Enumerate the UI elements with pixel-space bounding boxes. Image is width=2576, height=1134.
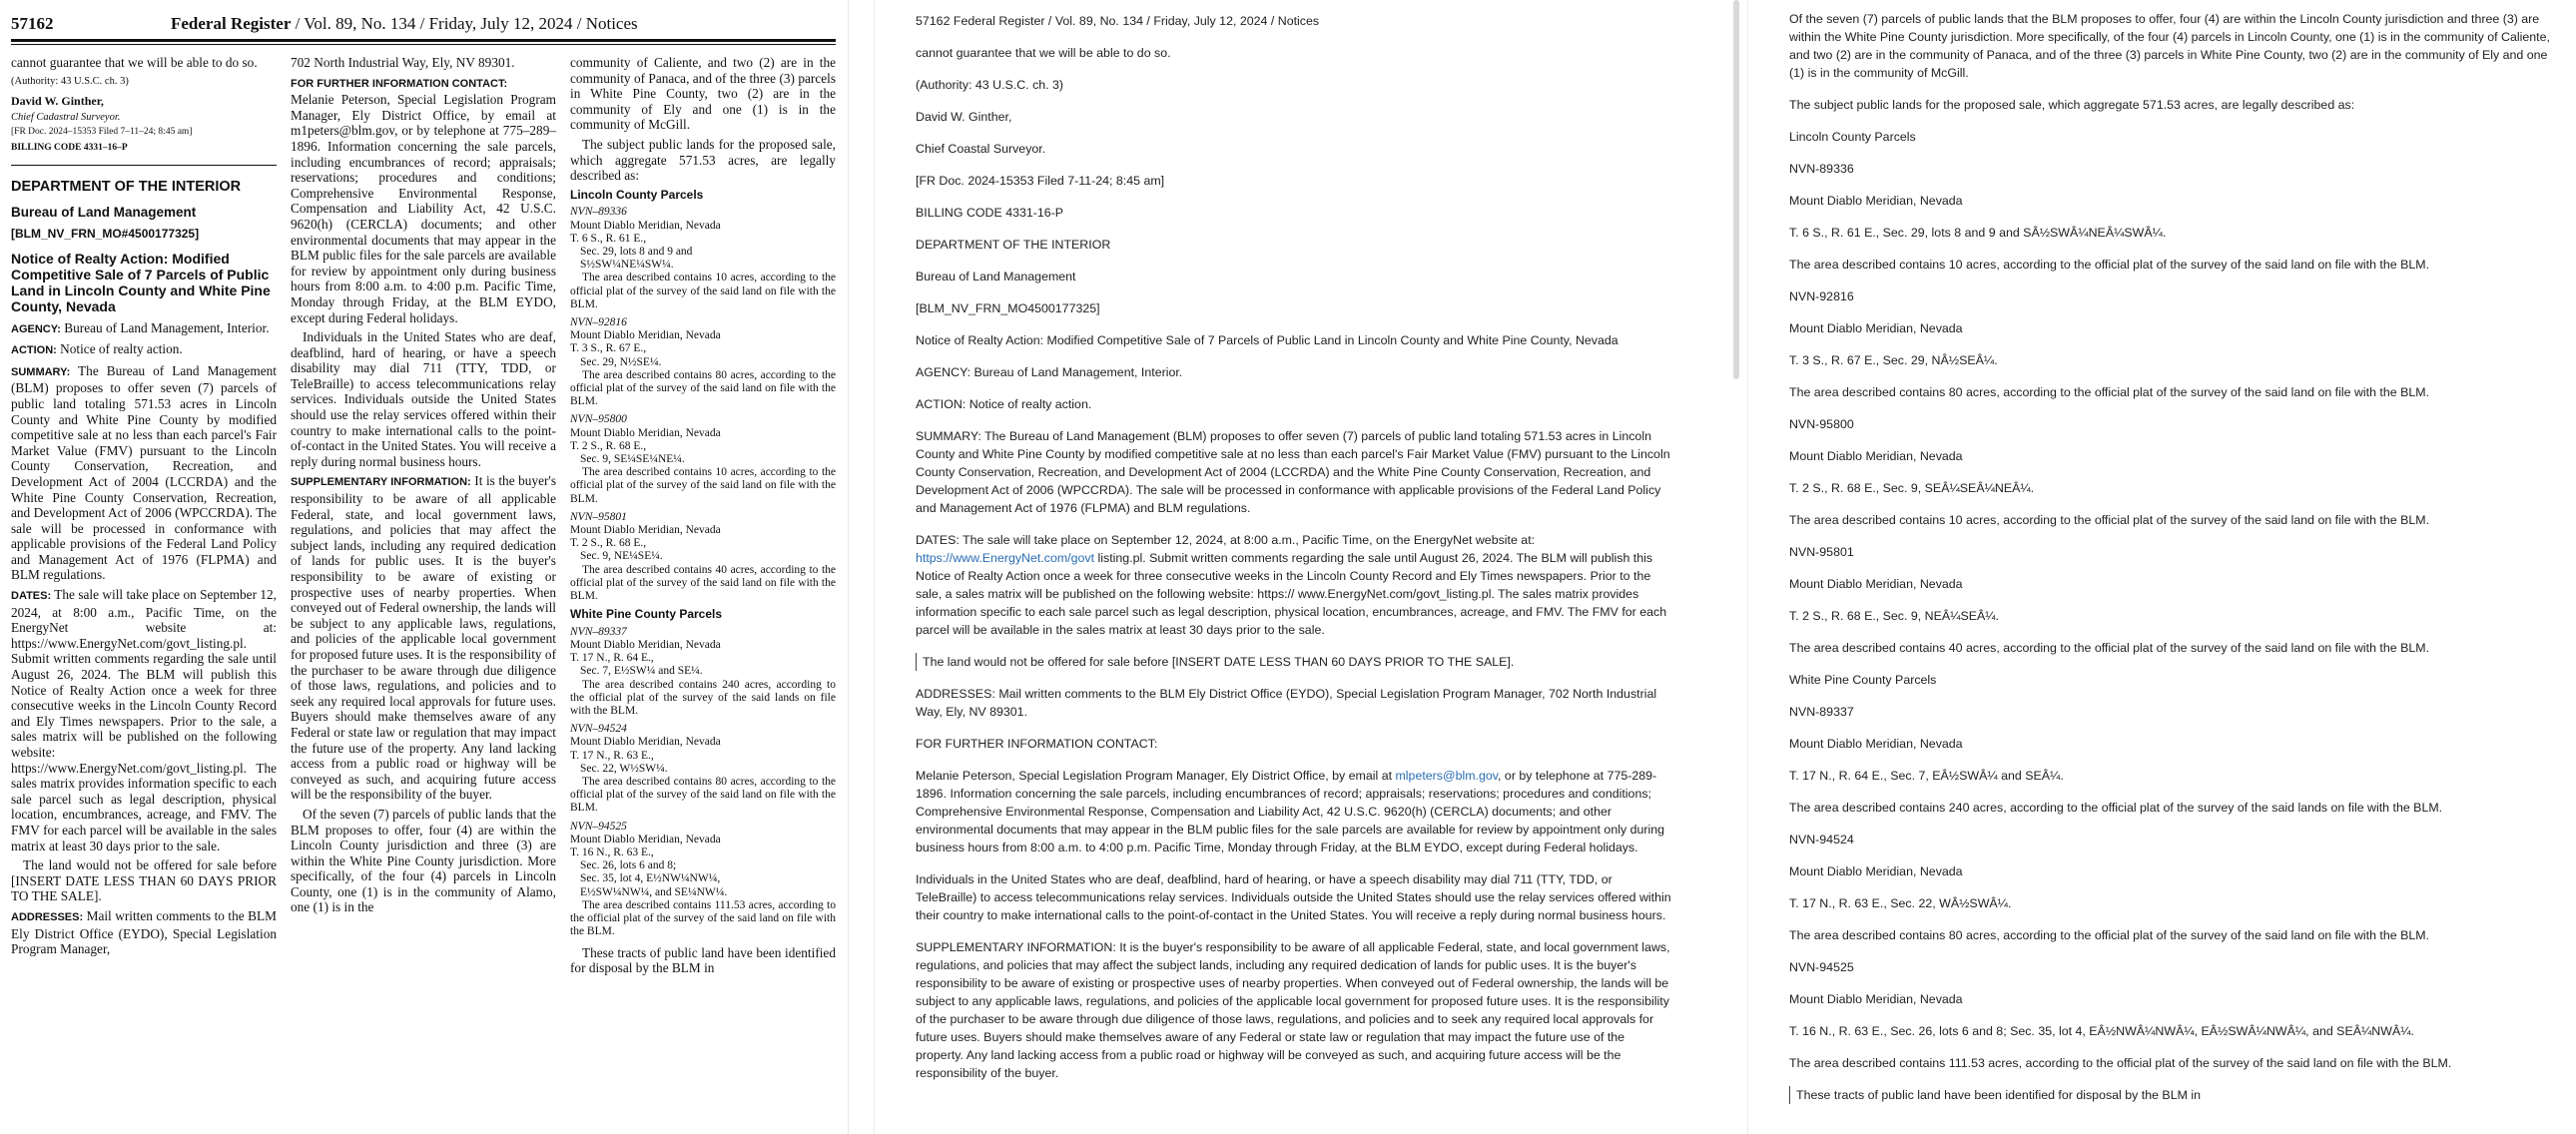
text-paragraph: Notice of Realty Action: Modified Competitive Sale of 7 Parcels of Public Land in Lincoln County and White Pine County, Nevada bbox=[916, 333, 1618, 347]
text-paragraph: David W. Ginther, bbox=[916, 110, 1012, 124]
fr-contact: Melanie Peterson, Special Legislation Program Manager, Ely District Office, by email at m1peters@blm.gov, or by telephone at 775–289–1896. Information concerning the sale parcels, including encumbrances of record; appraisals; reservations; procedures and conditions; Comprehensive Environmental Response, Compensation and Liability Act, 42 U.S.C. 9620(h) (CERCLA) documents; and other environmental documents that may appear in the BLM public files for the sale parcels are available for review by appointment only during business hours from 8:00 a.m. to 4:00 p.m. Pacific Time, Monday through Friday, at the BLM EYDO, except during Federal holidays. bbox=[291, 92, 556, 325]
text-paragraph: Mount Diablo Meridian, Nevada bbox=[1789, 321, 1963, 335]
fr-parcel-95801: NVN–95801 Mount Diablo Meridian, Nevada T. 2 S., R. 68 E., Sec. 9, NE¼SE¼. The area described contains 40 acres, according to the official plat of the survey of the said land on file with the BLM. bbox=[570, 510, 836, 603]
fr-running-head bbox=[11, 14, 836, 37]
text-paragraph: SUMMARY: The Bureau of Land Management (BLM) proposes to offer seven (7) parcels of public land totaling 571.53 acres in Lincoln County and White Pine County by modified competitive sale at no less than each parcel's Fair Market Value (FMV) pursuant to the Lincoln County Conservation, Recreation, and Development Act of 2004 (LCCRDA) and the White Pine County Conservation, Recreation, and Development Act of 2006 (WPCCRDA). The sale will be processed in conformance with applicable provisions of the Federal Land Policy and Management Act of 1976 (FLPMA) and BLM regulations. bbox=[916, 429, 1670, 515]
text-paragraph: The area described contains 40 acres, according to the official plat of the survey of the said land on file with the BLM. bbox=[1789, 641, 2430, 655]
text-paragraph: NVN-95800 bbox=[1789, 417, 1854, 431]
text-paragraph: FOR FURTHER INFORMATION CONTACT: bbox=[916, 737, 1158, 751]
fr-summary: The Bureau of Land Management (BLM) proposes to offer seven (7) parcels of public land totaling 571.53 acres in Lincoln County and White Pine County by modified competitive sale at no less than each parcel's Fair Market Value (FMV) pursuant to the Lincoln County Conservation, Recreation, and Development Act of 2004 (LCCRDA) and the White Pine County Conservation, Recreation, and Development Act of 2006 (WPCCRDA). The sale will be processed in conformance with applicable provisions of the Federal Land Policy and Management Act of 1976 (FLPMA) and BLM regulations. bbox=[11, 362, 277, 583]
fr-column-1 bbox=[11, 55, 277, 980]
text-paragraph: [FR Doc. 2024-15353 Filed 7-11-24; 8:45 am] bbox=[916, 174, 1165, 188]
text-paragraph: NVN-94524 bbox=[1789, 833, 1854, 847]
text-paragraph-dates: DATES: The sale will take place on September 12, 2024, at 8:00 a.m., Pacific Time, on the EnergyNet website at: https://www.EnergyNet.com/govt listing.pl. Submit written comments regarding the sale until August 26, 2024. The BLM will publish this Notice of Realty Action once a week for three consecutive weeks in the Lincoln County Record and Ely Times newspapers. Prior to the sale, a sales matrix will be published on the following website: https:// www.EnergyNet.com/govt_listing.pl. The sales matrix provides information specific to each sale parcel such as legal description, physical location, encumbrances, acreage, and FMV. The FMV for each parcel will be available in the sales matrix at least 30 days prior to the sale. bbox=[916, 533, 1667, 637]
text-paragraph: NVN-89337 bbox=[1789, 705, 1854, 719]
text-paragraph: Mount Diablo Meridian, Nevada bbox=[1789, 737, 1963, 751]
fr-column-2 bbox=[291, 55, 556, 980]
fr-dates-label: DATES: bbox=[11, 590, 52, 603]
fr-address-cont: 702 North Industrial Way, Ely, NV 89301. bbox=[291, 55, 515, 70]
fr-summary-label: SUMMARY: bbox=[11, 365, 71, 378]
fr-lincoln-heading: Lincoln County Parcels bbox=[570, 187, 704, 202]
text-paragraph: Bureau of Land Management bbox=[916, 270, 1076, 284]
fr-parcel-89337: NVN–89337 Mount Diablo Meridian, Nevada T. 17 N., R. 64 E., Sec. 7, E½SW¼ and SE¼. The area described contains 240 acres, according to the official plat of the survey of the said lands on file with the BLM. bbox=[570, 625, 836, 718]
panel-divider bbox=[874, 0, 875, 1134]
fr-signature-name: David W. Ginther, bbox=[11, 93, 104, 108]
text-paragraph: The area described contains 80 acres, according to the official plat of the survey of the said land on file with the BLM. bbox=[1789, 385, 2430, 399]
fr-columns bbox=[11, 55, 836, 980]
text-paragraph: Mount Diablo Meridian, Nevada bbox=[1789, 194, 1963, 208]
fr-column-3 bbox=[570, 55, 836, 980]
text-paragraph: The area described contains 240 acres, according to the official plat of the survey of the said lands on file with the BLM. bbox=[1789, 801, 2443, 815]
text-paragraph: T. 17 N., R. 64 E., Sec. 7, EÂ½SWÂ¼ and SEÂ¼. bbox=[1789, 769, 2064, 783]
text-paragraph: Lincoln County Parcels bbox=[1789, 130, 1916, 144]
text-paragraph: NVN-92816 bbox=[1789, 289, 1854, 303]
text-paragraph: DEPARTMENT OF THE INTERIOR bbox=[916, 238, 1111, 252]
fr-supplementary-label: SUPPLEMENTARY INFORMATION: bbox=[291, 476, 471, 489]
extracted-text-panel-2[interactable] bbox=[1775, 0, 2564, 1134]
fr-action: Notice of realty action. bbox=[56, 341, 183, 357]
fr-action-label: ACTION: bbox=[11, 344, 57, 357]
text-paragraph: Mount Diablo Meridian, Nevada bbox=[1789, 864, 1963, 878]
email-link[interactable]: mlpeters@blm.gov bbox=[1395, 769, 1499, 783]
fr-parcels-overview: Of the seven (7) parcels of public lands that the BLM proposes to offer, four (4) are within the Lincoln County jurisdiction and three (3) are within the White Pine County jurisdiction. More specifically, of the four (4) parcels in Lincoln County, one (1) is in the community of Alamo, one (1) is in the bbox=[291, 806, 556, 915]
fr-header-rule-thin bbox=[11, 44, 836, 45]
text-paragraph: Mount Diablo Meridian, Nevada bbox=[1789, 449, 1963, 463]
text-paragraph: T. 6 S., R. 61 E., Sec. 29, lots 8 and 9 and SÂ½SWÂ¼NEÂ¼SWÂ¼. bbox=[1789, 226, 2167, 240]
text-paragraph: The area described contains 10 acres, according to the official plat of the survey of the said land on file with the BLM. bbox=[1789, 258, 2430, 272]
fr-billing-code: BILLING CODE 4331–16–P bbox=[11, 143, 128, 154]
fr-signature-title: Chief Cadastral Surveyor. bbox=[11, 112, 121, 124]
text-paragraph: AGENCY: Bureau of Land Management, Interior. bbox=[916, 365, 1183, 379]
text-paragraph: T. 3 S., R. 67 E., Sec. 29, NÂ½SEÂ¼. bbox=[1789, 353, 1998, 367]
fr-docket: [BLM_NV_FRN_MO#4500177325] bbox=[11, 226, 200, 241]
fr-agency: Bureau of Land Management, Interior. bbox=[60, 319, 270, 335]
text-paragraph: SUPPLEMENTARY INFORMATION: It is the buyer's responsibility to be aware of all applicable Federal, state, and local government laws, regulations, and policies that may affect the subject lands, including any required dedication of lands for public uses. It is the buyer's responsibility to be aware of existing or prospective uses of nearby properties. When conveyed out of Federal ownership, the lands will be subject to any applicable laws, regulations, and policies of the applicable local government for proposed future uses. It is the responsibility of the purchaser to be aware through due diligence of those laws, regulations, and policies and to seek any required local approvals for future uses. Buyers should make themselves aware of any Federal or state law or regulation that may impact the future use of the property. Any land lacking access from a public road or highway will be conveyed as such, and acquiring future access will be the responsibility of the buyer. bbox=[916, 940, 1670, 1080]
text-paragraph: BILLING CODE 4331-16-P bbox=[916, 206, 1064, 220]
text-paragraph: T. 16 N., R. 63 E., Sec. 26, lots 6 and 8; Sec. 35, lot 4, EÂ½NWÂ¼NWÂ¼, EÂ½SWÂ¼NWÂ¼, and SEÂ¼NWÂ¼. bbox=[1789, 1024, 2414, 1038]
text-paragraph-selected: The land would not be offered for sale before [INSERT DATE LESS THAN 60 DAYS PRIOR TO THE SALE]. bbox=[916, 653, 1674, 671]
fr-title: Federal Register / Vol. 89, No. 134 / Friday, July 12, 2024 / Notices bbox=[171, 14, 638, 33]
fr-relay-services: Individuals in the United States who are deaf, deafblind, hard of hearing, or have a speech disability may dial 711 (TTY, TDD, or TeleBraille) to access telecommunications relay services. Individuals outside the United States should use the relay services offered within their country to make international calls to the point-of-contact in the United States. You will receive a reply during normal business hours. bbox=[291, 329, 556, 469]
text-paragraph: [BLM_NV_FRN_MO4500177325] bbox=[916, 301, 1100, 315]
fr-doc-line: [FR Doc. 2024–15353 Filed 7–11–24; 8:45 am] bbox=[11, 127, 193, 138]
fr-header-rule bbox=[11, 39, 836, 42]
scrollbar-thumb[interactable] bbox=[1733, 0, 1739, 379]
text-paragraph: Mount Diablo Meridian, Nevada bbox=[1789, 992, 1963, 1006]
text-paragraph: The area described contains 80 acres, according to the official plat of the survey of the said land on file with the BLM. bbox=[1789, 928, 2430, 942]
fr-parcel-94525: NVN–94525 Mount Diablo Meridian, Nevada T. 16 N., R. 63 E., Sec. 26, lots 6 and 8; Sec. 35, lot 4, E½NW¼NW¼, E½SW¼NW¼, and SE¼NW¼. The area described contains 111.53 acres, according to the official plat of the survey of the said land on file with the BLM. bbox=[570, 820, 836, 938]
fr-parcel-89336: NVN–89336 Mount Diablo Meridian, Nevada T. 6 S., R. 61 E., Sec. 29, lots 8 and 9 and S½SW¼NE¼SW¼. The area described contains 10 acres, according to the official plat of the survey of the said land on file with the BLM. bbox=[570, 206, 836, 310]
fr-page-number: 57162 bbox=[11, 14, 54, 33]
panel-divider bbox=[1747, 0, 1748, 1134]
text-paragraph: ACTION: Notice of realty action. bbox=[916, 397, 1092, 411]
fr-text: cannot guarantee that we will be able to do so. bbox=[11, 55, 258, 70]
fr-parcel-95800: NVN–95800 Mount Diablo Meridian, Nevada T. 2 S., R. 68 E., Sec. 9, SE¼SE¼NE¼. The area described contains 10 acres, according to the official plat of the survey of the said land on file with the BLM. bbox=[570, 413, 836, 505]
text-paragraph: ADDRESSES: Mail written comments to the BLM Ely District Office (EYDO), Special Legislation Program Manager, 702 North Industrial Way, Ely, NV 89301. bbox=[916, 687, 1657, 719]
text-paragraph: The subject public lands for the proposed sale, which aggregate 571.53 acres, are legally described as: bbox=[1789, 98, 2355, 112]
text-paragraph: Of the seven (7) parcels of public lands that the BLM proposes to offer, four (4) are within the Lincoln County jurisdiction and three (3) are within the White Pine County jurisdiction. More specifically, of the four (4) parcels in Lincoln County, one (1) is in the community of Caliente, and two (2) are in the community of Panaca, and of the three (3) parcels in White Pine County, two (2) are in the community of Ely and one (1) is in the community of McGill. bbox=[1789, 12, 2550, 80]
fr-authority: (Authority: 43 U.S.C. ch. 3) bbox=[11, 75, 129, 87]
text-paragraph: NVN-94525 bbox=[1789, 960, 1854, 974]
fr-land-text: The land would not be offered for sale before [INSERT DATE LESS THAN 60 DAYS PRIOR TO THE SALE]. bbox=[11, 857, 277, 904]
fr-whitepine-heading: White Pine County Parcels bbox=[570, 607, 723, 622]
text-paragraph: NVN-89336 bbox=[1789, 162, 1854, 176]
fr-department: DEPARTMENT OF THE INTERIOR bbox=[11, 178, 242, 195]
fr-separator bbox=[11, 165, 277, 166]
fr-parcel-92816: NVN–92816 Mount Diablo Meridian, Nevada T. 3 S., R. 67 E., Sec. 29, N½SE¼. The area described contains 80 acres, according to the official plat of the survey of the said land on file with the BLM. bbox=[570, 315, 836, 408]
text-paragraph: (Authority: 43 U.S.C. ch. 3) bbox=[916, 78, 1064, 92]
fr-tracts: These tracts of public land have been identified for disposal by the BLM in bbox=[570, 944, 836, 976]
text-paragraph: The area described contains 111.53 acres, according to the official plat of the survey of the said land on file with the BLM. bbox=[1789, 1056, 2452, 1070]
text-paragraph: T. 2 S., R. 68 E., Sec. 9, SEÂ¼SEÂ¼NEÂ¼. bbox=[1789, 481, 2035, 495]
fr-agency-label: AGENCY: bbox=[11, 322, 61, 335]
text-paragraph: NVN-95801 bbox=[1789, 545, 1854, 559]
fr-communities: community of Caliente, and two (2) are in the community of Panaca, and of the three (3) parcels in White Pine County, two (2) are in the community of Ely and one (1) is in the community of McGill. bbox=[570, 55, 836, 133]
text-paragraph: Mount Diablo Meridian, Nevada bbox=[1789, 577, 1963, 591]
text-paragraph: The area described contains 10 acres, according to the official plat of the survey of the said land on file with the BLM. bbox=[1789, 513, 2430, 527]
text-paragraph: White Pine County Parcels bbox=[1789, 673, 1937, 687]
fr-supplementary: It is the buyer's responsibility to be aware of all applicable Federal, state, and local government laws, regulations, and policies that may affect the subject lands, including any required dedication of lands for public uses. It is the buyer's responsibility to be aware of existing or prospective uses of nearby properties. When conveyed out of Federal ownership, the lands will be subject to any applicable laws, regulations, and policies of the applicable local government for proposed future uses. It is the responsibility of the purchaser to be aware through due diligence of those laws, regulations, and policies and to seek any required local approvals for future uses. Buyers should make themselves aware of any Federal or state law or regulation that may impact the future use of the property. Any land lacking access from a public road or highway will be conveyed as such, and acquiring future access will be the responsibility of the buyer. bbox=[291, 473, 556, 803]
fr-contact-label: FOR FURTHER INFORMATION CONTACT: bbox=[291, 77, 508, 90]
text-header: 57162 Federal Register / Vol. 89, No. 134 / Friday, July 12, 2024 / Notices bbox=[916, 14, 1320, 28]
text-paragraph-contact: Melanie Peterson, Special Legislation Program Manager, Ely District Office, by email at mlpeters@blm.gov, or by telephone at 775-289-1896. Information concerning the sale parcels, including encumbrances of record; appraisals; reservations; procedures and conditions; Comprehensive Environmental Response, Compensation and Liability Act, 42 U.S.C. 9620(h) (CERCLA) documents; and other environmental documents that may appear in the BLM public files for the sale parcels are available for review by appointment only during business hours from 8:00 a.m. to 4:00 p.m. Pacific Time, Monday through Friday, at the BLM EYDO, except during Federal holidays. bbox=[916, 769, 1665, 854]
fr-addresses-label: ADDRESSES: bbox=[11, 910, 84, 923]
text-paragraph: T. 17 N., R. 63 E., Sec. 22, WÂ½SWÂ¼. bbox=[1789, 896, 2012, 910]
energynet-link[interactable]: https://www.EnergyNet.com/govt bbox=[916, 551, 1095, 565]
extracted-text-panel-1[interactable] bbox=[904, 0, 1682, 1134]
fr-aggregate: The subject public lands for the proposed sale, which aggregate 571.53 acres, are legally described as: bbox=[570, 136, 836, 184]
text-paragraph: T. 2 S., R. 68 E., Sec. 9, NEÂ¼SEÂ¼. bbox=[1789, 609, 2000, 623]
fr-parcel-94524: NVN–94524 Mount Diablo Meridian, Nevada T. 17 N., R. 63 E., Sec. 22, W½SW¼. The area described contains 80 acres, according to the official plat of the survey of the said land on file with the BLM. bbox=[570, 723, 836, 815]
fr-dates: The sale will take place on September 12, 2024, at 8:00 a.m., Pacific Time, on the EnergyNet website at: https://www.EnergyNet.com/govt_listing.pl. Submit written comments regarding the sale until August 26, 2024. The BLM will publish this Notice of Realty Action once a week for three consecutive weeks in the Lincoln County Record and Ely Times newspapers. Prior to the sale, a sales matrix will be published on the following website: https://www.EnergyNet.com/govt_listing.pl. The sales matrix provides information specific to each sale parcel such as legal description, physical location, encumbrances, acreage, and FMV. The FMV for each parcel will be available in the sales matrix at least 30 days prior to the sale. bbox=[11, 587, 277, 853]
text-paragraph: cannot guarantee that we will be able to do so. bbox=[916, 46, 1171, 60]
federal-register-page bbox=[0, 0, 849, 1134]
fr-notice-heading: Notice of Realty Action: Modified Competitive Sale of 7 Parcels of Public Land in Lincoln County and White Pine County, Nevada bbox=[11, 250, 271, 314]
fr-addresses: Mail written comments to the BLM Ely District Office (EYDO), Special Legislation Program Manager, bbox=[11, 907, 277, 957]
fr-bureau: Bureau of Land Management bbox=[11, 205, 197, 221]
text-paragraph-selected: These tracts of public land have been identified for disposal by the BLM in bbox=[1789, 1086, 2556, 1104]
text-paragraph: Individuals in the United States who are deaf, deafblind, hard of hearing, or have a speech disability may dial 711 (TTY, TDD, or TeleBraille) to access telecommunications relay services. Individuals outside the United States should use the relay services offered within their country to make international calls to the point-of-contact in the United States. You will receive a reply during normal business hours. bbox=[916, 872, 1671, 922]
text-paragraph: Chief Coastal Surveyor. bbox=[916, 142, 1046, 156]
